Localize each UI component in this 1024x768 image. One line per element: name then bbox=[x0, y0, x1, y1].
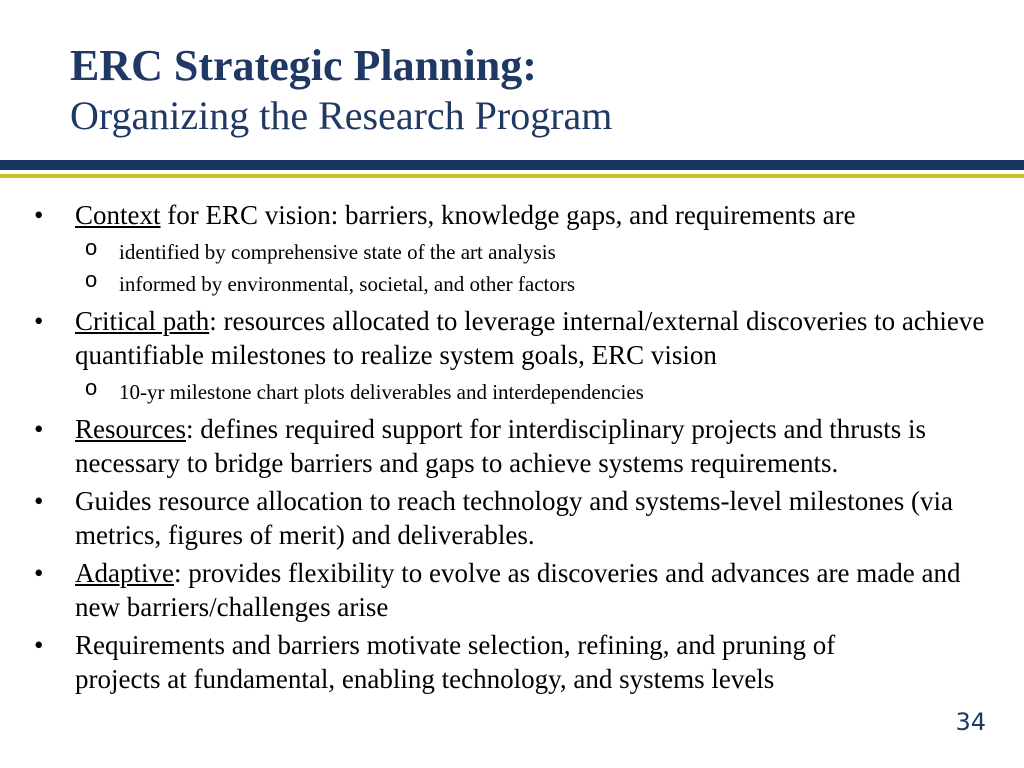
bullet-term: Adaptive bbox=[75, 558, 174, 588]
bullet-term: Context bbox=[75, 200, 161, 230]
bullet-dot-icon: • bbox=[34, 558, 44, 588]
sub-bullet-text: informed by environmental, societal, and other factors bbox=[119, 272, 576, 296]
bullet-list bbox=[30, 198, 1005, 700]
title-block bbox=[70, 40, 612, 140]
bullet-text: Guides resource allocation to reach technology and systems-level milestones (via metrics, figures of merit) and deliverables. bbox=[75, 486, 953, 550]
sub-bullet bbox=[30, 268, 1005, 300]
page-number: 34 bbox=[955, 708, 986, 736]
bullet-text: : defines required support for interdisciplinary projects and thrusts is necessary to bridge barriers and gaps to achieve systems requirements. bbox=[75, 414, 927, 478]
sub-bullet-circle-icon: o bbox=[85, 375, 98, 400]
sub-bullet-text: identified by comprehensive state of the art analysis bbox=[119, 240, 556, 264]
bullet-text: Requirements and barriers motivate selection, refining, and pruning of projects at fundamental, enabling technology, and systems levels bbox=[75, 630, 836, 694]
bullet-text: for ERC vision: barriers, knowledge gaps, and requirements are bbox=[160, 200, 856, 230]
bullet-dot-icon: • bbox=[34, 306, 44, 336]
sub-bullet-text: 10-yr milestone chart plots deliverables and interdependencies bbox=[119, 380, 644, 404]
bullet-context bbox=[30, 198, 1005, 232]
bullet-term: Critical path bbox=[75, 306, 210, 336]
bullet-dot-icon: • bbox=[34, 486, 44, 516]
bullet-text: : resources allocated to leverage internal/external discoveries to achieve quantifiable milestones to realize system goals, ERC vision bbox=[75, 306, 985, 370]
slide-title: ERC Strategic Planning: bbox=[70, 41, 537, 90]
bullet-dot-icon: • bbox=[34, 414, 44, 444]
sub-bullet bbox=[30, 376, 1005, 408]
bullet-term: Resources bbox=[75, 414, 186, 444]
sub-bullet bbox=[30, 236, 1005, 268]
bullet-requirements bbox=[30, 628, 1005, 696]
bullet-dot-icon: • bbox=[34, 630, 44, 660]
bullet-critical-path bbox=[30, 304, 1005, 372]
sub-bullet-circle-icon: o bbox=[85, 235, 98, 260]
bullet-resources bbox=[30, 412, 1005, 480]
gold-divider bbox=[0, 174, 1024, 178]
bullet-guides bbox=[30, 484, 1005, 552]
slide-subtitle: Organizing the Research Program bbox=[70, 93, 613, 138]
bullet-dot-icon: • bbox=[34, 200, 44, 230]
sub-bullet-circle-icon: o bbox=[85, 267, 98, 292]
navy-divider bbox=[0, 160, 1024, 170]
bullet-adaptive bbox=[30, 556, 1005, 624]
bullet-text: : provides flexibility to evolve as discoveries and advances are made and new barriers/challenges arise bbox=[75, 558, 961, 622]
